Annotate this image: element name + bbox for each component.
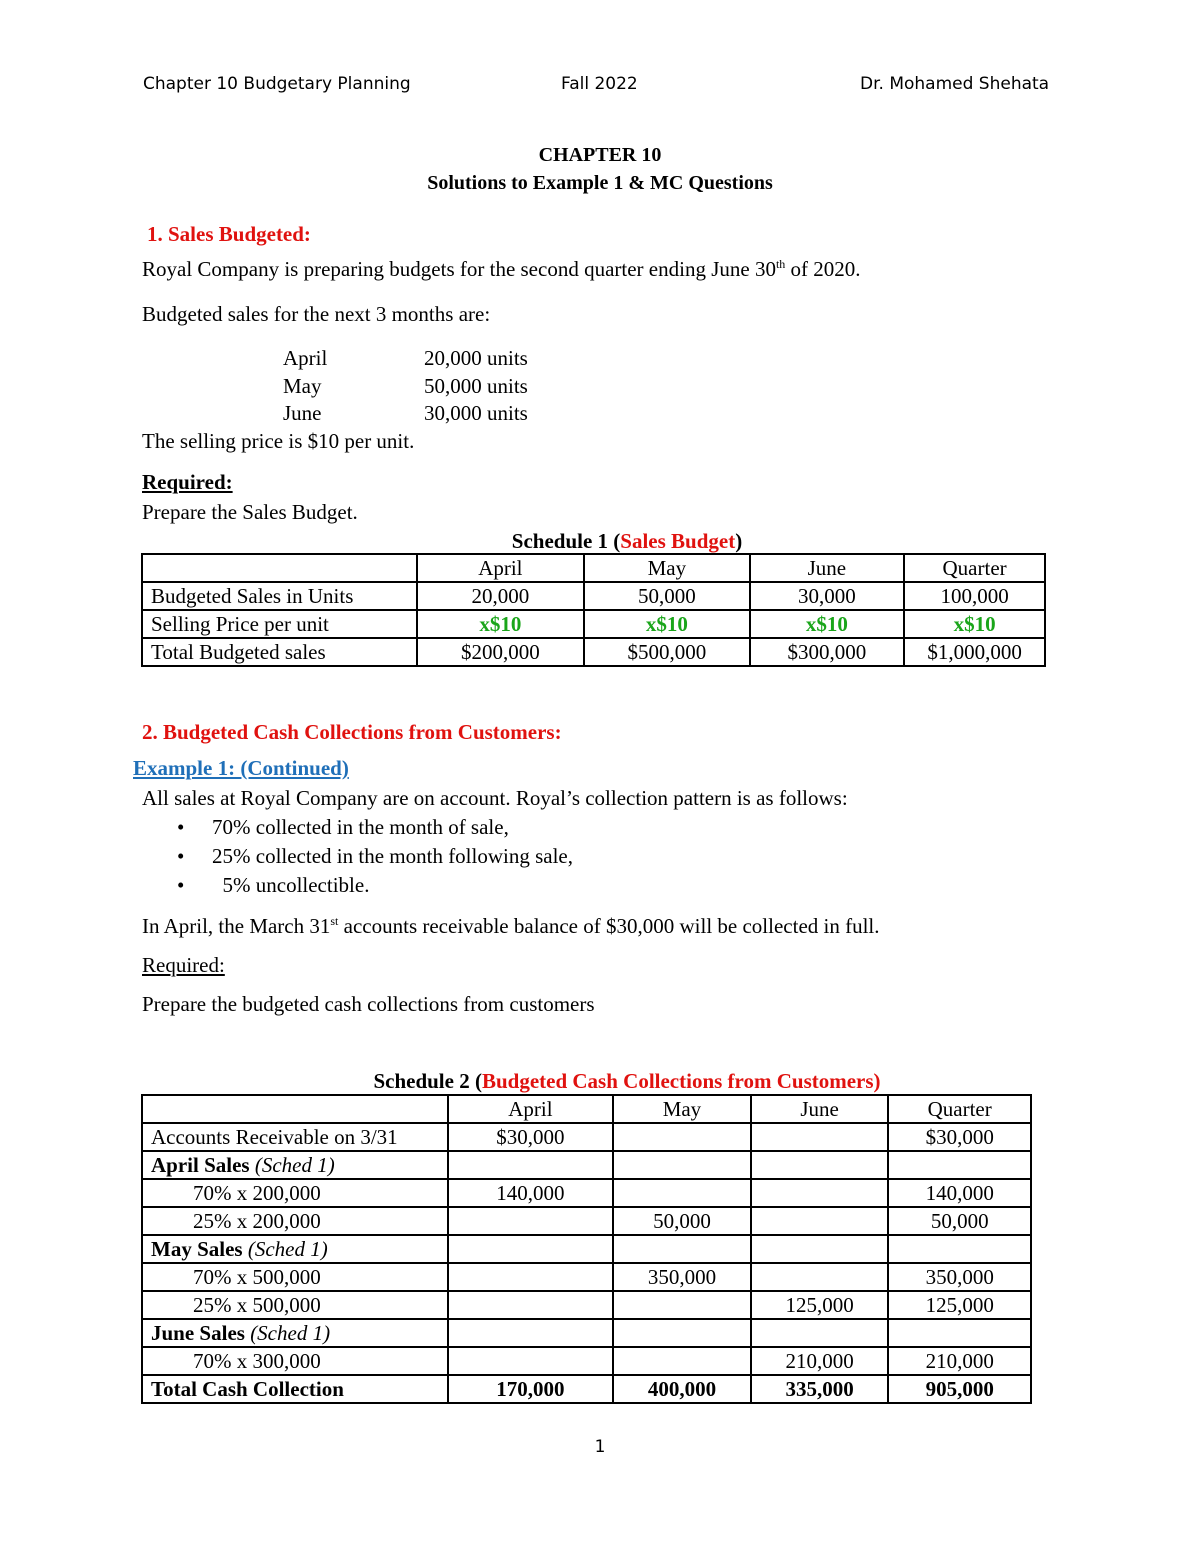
table-cell [448, 1347, 613, 1375]
sales-budget-table [141, 553, 1046, 667]
table-cell [751, 1151, 889, 1179]
table-cell [448, 1319, 613, 1347]
month-name: June [283, 401, 322, 425]
table-cell [613, 1235, 751, 1263]
chapter-subtitle: Solutions to Example 1 & MC Questions [427, 172, 773, 194]
chapter-title: CHAPTER 10 [538, 144, 662, 166]
row-label: 70% x 500,000 [142, 1263, 448, 1291]
table-header-row [142, 554, 1045, 582]
table-row [142, 1319, 1031, 1347]
table-cell: x$10 [417, 610, 584, 638]
required-text: Prepare the Sales Budget. [142, 500, 358, 524]
table-cell: 400,000 [613, 1375, 751, 1403]
example-label: Example 1: (Continued) [133, 756, 349, 780]
row-label: June Sales (Sched 1) [142, 1319, 448, 1347]
table-row [142, 1263, 1031, 1291]
header-right: Dr. Mohamed Shehata [860, 74, 1050, 94]
table-header-cell: May [584, 554, 750, 582]
cash-collections-table [141, 1094, 1032, 1404]
table-cell [751, 1319, 889, 1347]
table-cell: $30,000 [888, 1123, 1031, 1151]
row-label: Selling Price per unit [142, 610, 417, 638]
table-cell: 100,000 [904, 582, 1045, 610]
table-cell: 50,000 [613, 1207, 751, 1235]
table-row [142, 1347, 1031, 1375]
table-cell: $200,000 [417, 638, 584, 666]
row-label: April Sales (Sched 1) [142, 1151, 448, 1179]
table-row [142, 1179, 1031, 1207]
month-units: 30,000 units [424, 401, 528, 425]
table-cell [751, 1263, 889, 1291]
table-cell [448, 1291, 613, 1319]
table-cell [448, 1151, 613, 1179]
table-row [142, 582, 1045, 610]
table-cell [448, 1235, 613, 1263]
table-row [142, 610, 1045, 638]
table-header-cell: June [750, 554, 905, 582]
table-cell: 140,000 [448, 1179, 613, 1207]
page-number: 1 [594, 1437, 606, 1457]
month-units: 20,000 units [424, 346, 528, 370]
table-cell: $500,000 [584, 638, 750, 666]
bullet-icon: • [177, 815, 185, 839]
section2-paragraph1: All sales at Royal Company are on account. Royal’s collection pattern is as follows: [142, 786, 848, 810]
table-total-row [142, 1375, 1031, 1403]
table-cell: 30,000 [750, 582, 905, 610]
table-cell: 350,000 [613, 1263, 751, 1291]
table-header-cell: June [751, 1095, 889, 1123]
table-cell: x$10 [750, 610, 905, 638]
row-label: Total Budgeted sales [142, 638, 417, 666]
table-cell [751, 1235, 889, 1263]
table-header-cell: Quarter [904, 554, 1045, 582]
table-row [142, 1123, 1031, 1151]
required-label: Required: [142, 953, 225, 977]
table-cell [751, 1123, 889, 1151]
row-label: 70% x 300,000 [142, 1347, 448, 1375]
table-cell: 350,000 [888, 1263, 1031, 1291]
table-cell [613, 1319, 751, 1347]
table-cell [888, 1151, 1031, 1179]
row-label: Budgeted Sales in Units [142, 582, 417, 610]
row-label: 25% x 500,000 [142, 1291, 448, 1319]
table-cell [751, 1207, 889, 1235]
row-label: Accounts Receivable on 3/31 [142, 1123, 448, 1151]
section2-paragraph2: In April, the March 31st accounts receivable balance of $30,000 will be collected in full. [142, 914, 880, 938]
table-row [142, 1151, 1031, 1179]
table-header-cell: Quarter [888, 1095, 1031, 1123]
header-left: Chapter 10 Budgetary Planning [143, 74, 411, 94]
row-label: Total Cash Collection [142, 1375, 448, 1403]
row-label: May Sales (Sched 1) [142, 1235, 448, 1263]
table-row [142, 1207, 1031, 1235]
section1-paragraph1: Royal Company is preparing budgets for the second quarter ending June 30th of 2020. [142, 257, 861, 281]
table-header-cell: May [613, 1095, 751, 1123]
table-cell: x$10 [584, 610, 750, 638]
month-name: April [283, 346, 328, 370]
table-cell: 125,000 [888, 1291, 1031, 1319]
table-header-cell: April [448, 1095, 613, 1123]
table-cell: $1,000,000 [904, 638, 1045, 666]
section1-heading: 1. Sales Budgeted: [147, 222, 311, 246]
table-cell [613, 1347, 751, 1375]
table-row [142, 1291, 1031, 1319]
table-cell: 50,000 [888, 1207, 1031, 1235]
bullet-icon: • [177, 844, 185, 868]
table-cell [613, 1151, 751, 1179]
bullet-text: 25% collected in the month following sale, [212, 844, 573, 868]
bullet-icon: • [177, 873, 185, 897]
table-cell: 50,000 [584, 582, 750, 610]
row-label: 70% x 200,000 [142, 1179, 448, 1207]
table-cell: 140,000 [888, 1179, 1031, 1207]
table-cell: 20,000 [417, 582, 584, 610]
table-cell: 210,000 [888, 1347, 1031, 1375]
month-units: 50,000 units [424, 374, 528, 398]
table-cell [613, 1179, 751, 1207]
table-cell: x$10 [904, 610, 1045, 638]
required-text: Prepare the budgeted cash collections from customers [142, 992, 595, 1016]
schedule2-title: Schedule 2 (Budgeted Cash Collections from Customers) [373, 1069, 881, 1093]
selling-price-text: The selling price is $10 per unit. [142, 429, 415, 453]
table-cell: $30,000 [448, 1123, 613, 1151]
table-row [142, 638, 1045, 666]
table-cell [888, 1235, 1031, 1263]
table-cell [448, 1263, 613, 1291]
section2-heading: 2. Budgeted Cash Collections from Customers: [142, 720, 562, 744]
table-cell: 335,000 [751, 1375, 889, 1403]
table-header-cell [142, 1095, 448, 1123]
table-cell [613, 1291, 751, 1319]
table-cell [448, 1207, 613, 1235]
row-label: 25% x 200,000 [142, 1207, 448, 1235]
table-cell [888, 1319, 1031, 1347]
section1-paragraph2: Budgeted sales for the next 3 months are: [142, 302, 491, 326]
required-label: Required: [142, 470, 233, 494]
month-name: May [283, 374, 322, 398]
table-cell: 170,000 [448, 1375, 613, 1403]
table-header-row [142, 1095, 1031, 1123]
schedule1-title: Schedule 1 (Sales Budget) [511, 529, 743, 553]
table-cell [613, 1123, 751, 1151]
table-header-cell [142, 554, 417, 582]
table-cell: 210,000 [751, 1347, 889, 1375]
table-cell [751, 1179, 889, 1207]
header-center: Fall 2022 [561, 74, 638, 94]
table-cell: 125,000 [751, 1291, 889, 1319]
table-row [142, 1235, 1031, 1263]
table-cell: $300,000 [750, 638, 905, 666]
bullet-text: 5% uncollectible. [212, 873, 370, 897]
table-header-cell: April [417, 554, 584, 582]
table-cell: 905,000 [888, 1375, 1031, 1403]
bullet-text: 70% collected in the month of sale, [212, 815, 509, 839]
